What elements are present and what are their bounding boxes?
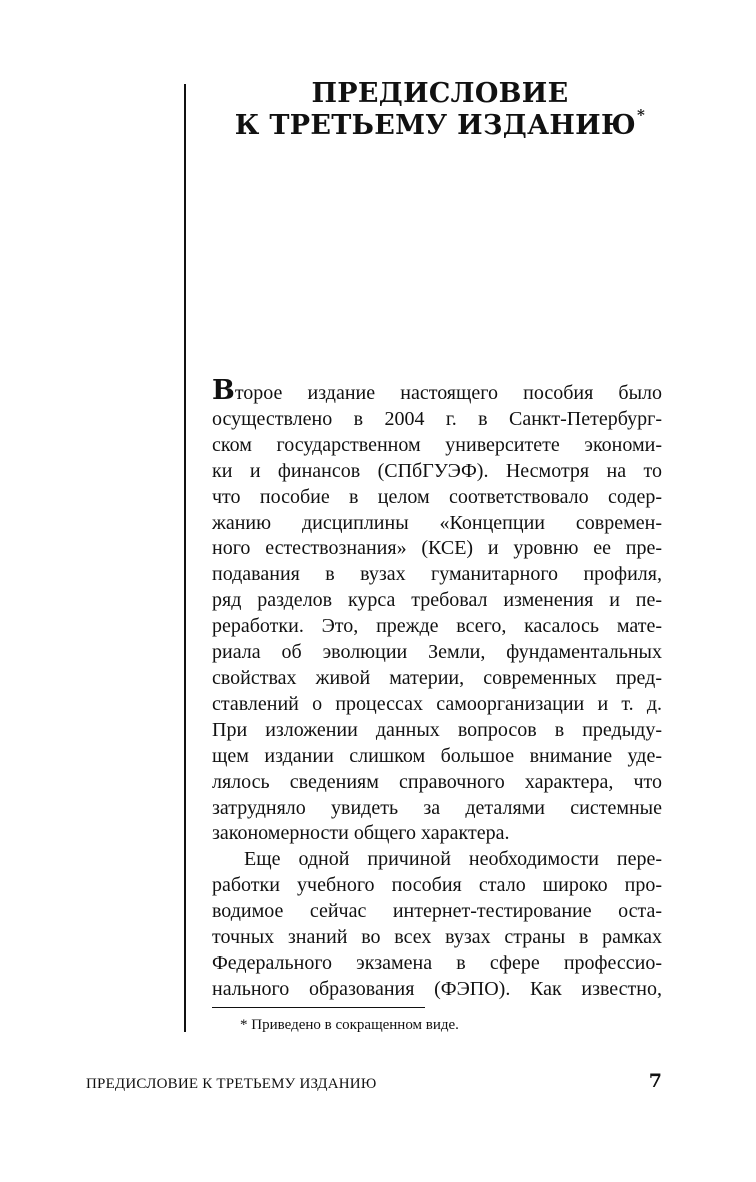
text-line: свойствах живой материи, современных пред-	[212, 666, 662, 689]
footnote-rule	[212, 1007, 425, 1008]
text-line: нального образования (ФЭПО). Как известно,	[212, 977, 662, 1000]
chapter-title-line-2	[190, 106, 690, 142]
text-line: жанию дисциплины «Концепции современ-	[212, 511, 662, 534]
text-line: точных знаний во всех вузах страны в рамках	[212, 926, 662, 949]
text-line: ском государственном университете экономи-	[212, 433, 662, 456]
text-line: закономерности общего характера.	[212, 822, 510, 845]
text-line: лялось сведениям справочного характера, что	[212, 770, 662, 793]
text-line: ряд разделов курса требовал изменения и пе-	[212, 589, 662, 612]
text-line: риала об эволюции Земли, фундаментальных	[212, 641, 662, 664]
text-line: работки учебного пособия стало широко про-	[212, 874, 662, 897]
text-line: ки и финансов (СПбГУЭФ). Несмотря на то	[212, 459, 662, 482]
body-text	[212, 375, 662, 1003]
text-line: Федерального экзамена в сфере профессио-	[212, 951, 662, 974]
text-line: Еще одной причиной необходимости пере-	[244, 848, 662, 871]
footnote: * Приведено в сокращенном виде.	[240, 1017, 459, 1033]
page-number: 7	[648, 1070, 662, 1092]
text-line	[212, 375, 662, 407]
running-head: ПРЕДИСЛОВИЕ К ТРЕТЬЕМУ ИЗДАНИЮ	[86, 1076, 377, 1092]
text-line: водимое сейчас интернет-тестирование оста-	[212, 900, 662, 923]
text-line: реработки. Это, прежде всего, касалось мате-	[212, 615, 662, 638]
chapter-title	[190, 78, 690, 142]
text-line: ставлений о процессах самоорганизации и т. д.	[212, 692, 662, 715]
text-line: При изложении данных вопросов в предыду-	[212, 718, 662, 741]
text-line: затрудняло увидеть за деталями системные	[212, 796, 662, 819]
drop-cap: В	[212, 375, 235, 406]
text-line: осуществлено в 2004 г. в Санкт-Петербург-	[212, 407, 662, 430]
text-line-content: торое издание настоящего пособия было	[234, 382, 662, 404]
text-line: ного естествознания» (КСЕ) и уровню ее пре-	[212, 537, 662, 560]
margin-rule	[184, 84, 186, 1032]
chapter-title-line-2-text: К ТРЕТЬЕМУ ИЗДАНИЮ	[234, 110, 637, 141]
text-line: щем издании слишком большое внимание уде-	[212, 744, 662, 767]
text-line: подавания в вузах гуманитарного профиля,	[212, 563, 662, 586]
chapter-title-line-1: ПРЕДИСЛОВИЕ	[311, 78, 569, 109]
footnote-marker: *	[637, 106, 646, 124]
text-line: что пособие в целом соответствовало содер-	[212, 485, 662, 508]
